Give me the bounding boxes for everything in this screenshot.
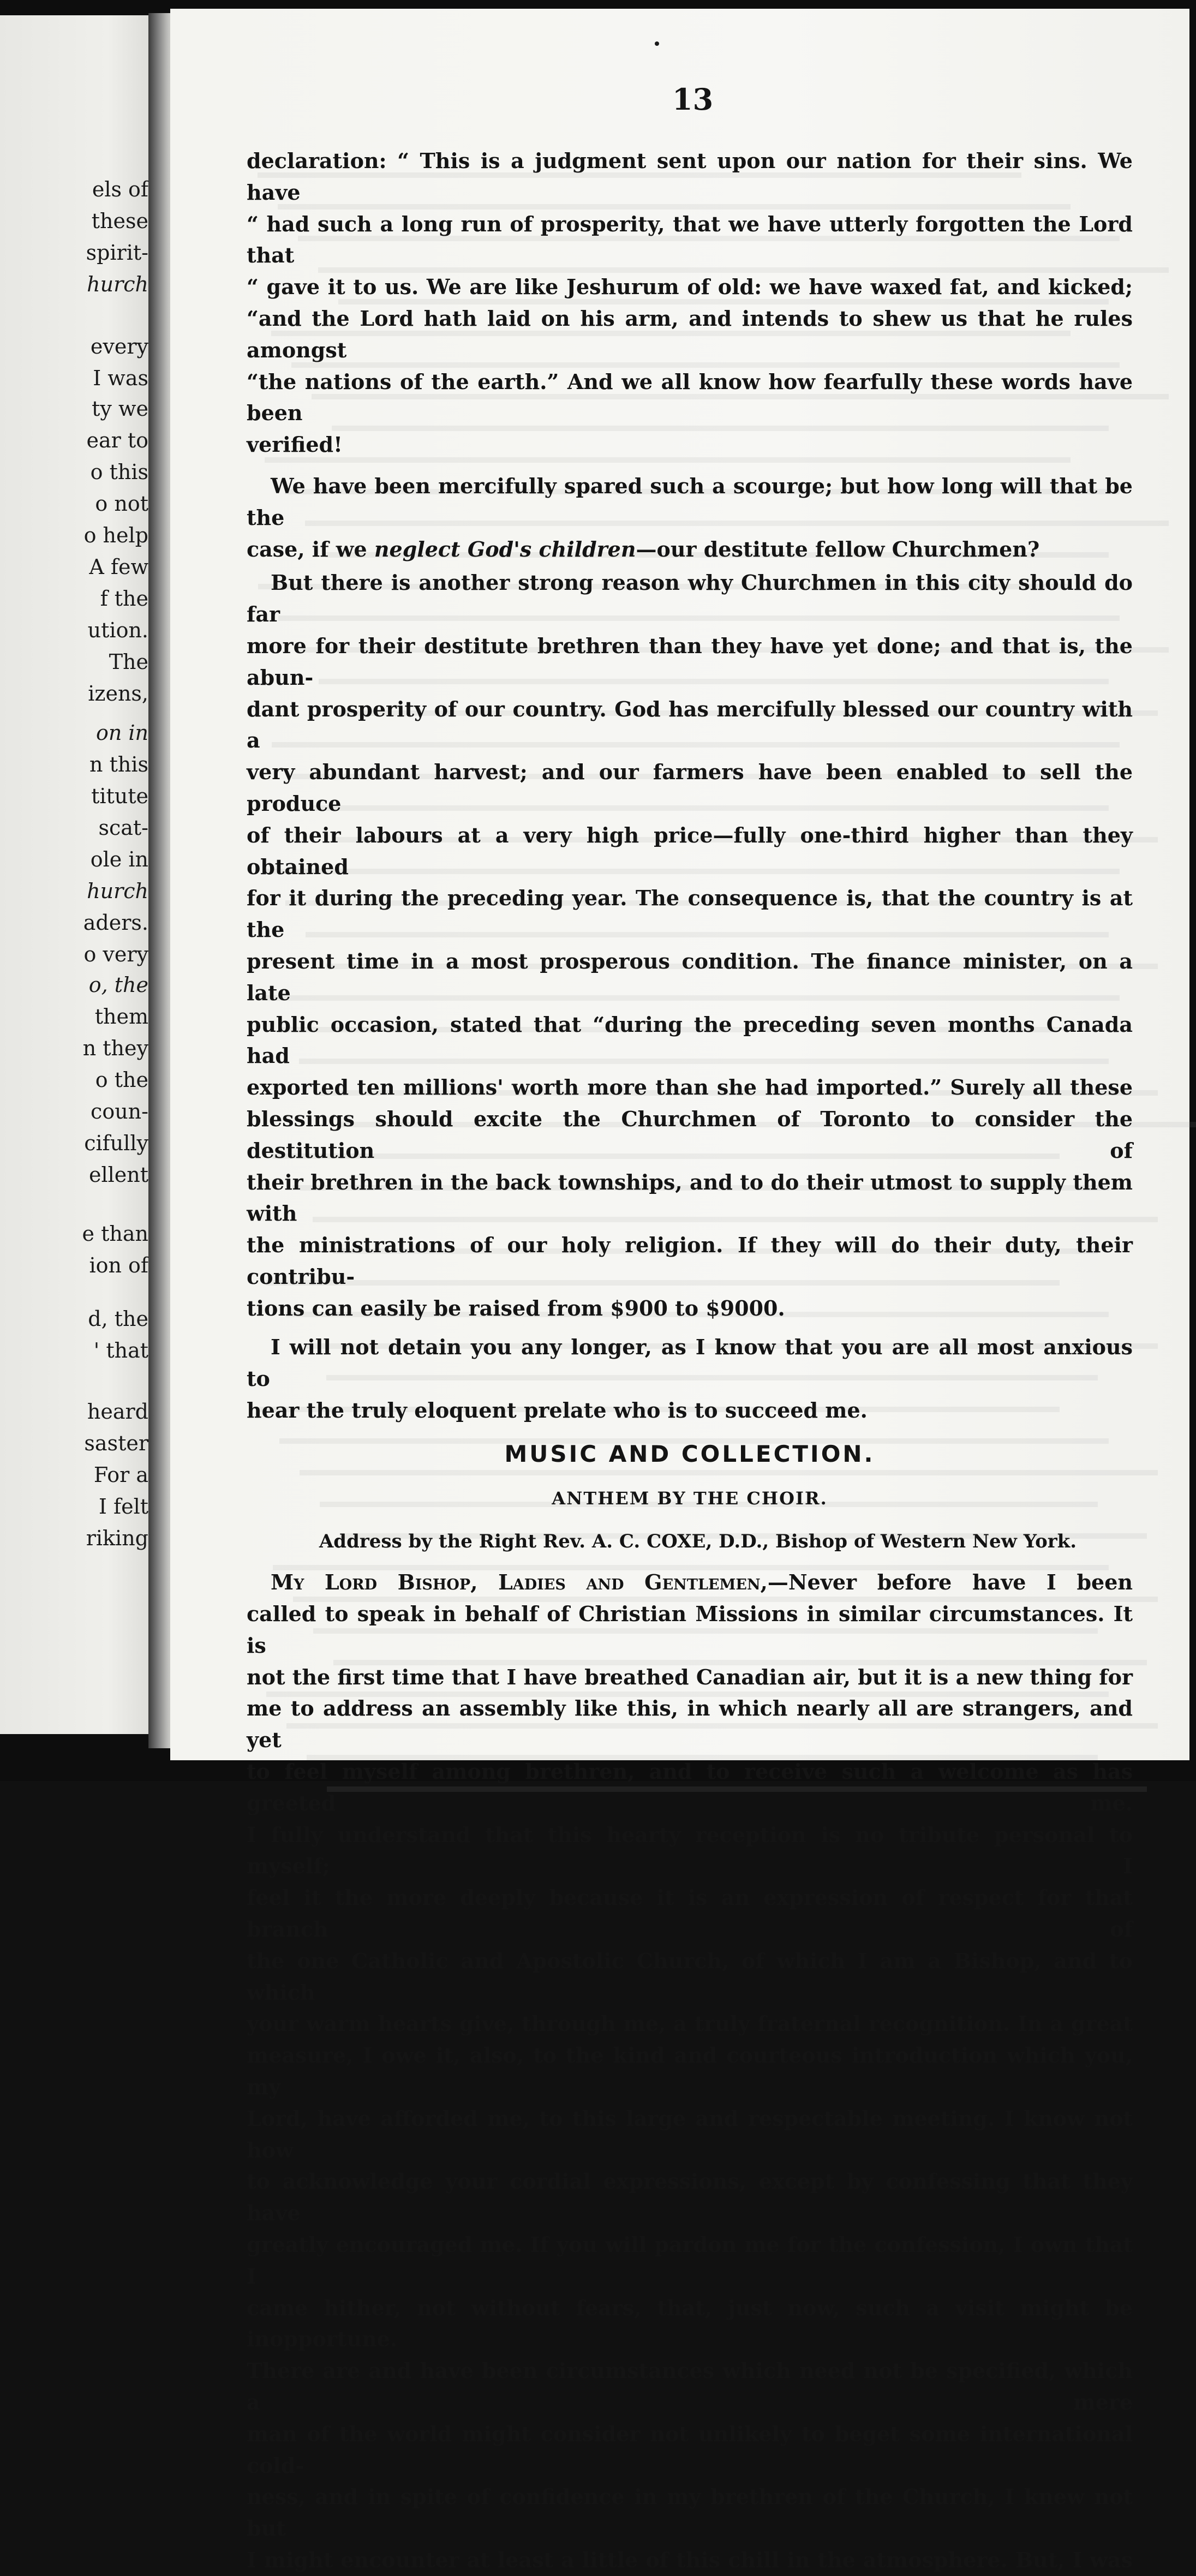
text-line: their brethren in the back townships, and to do their utmost to supply them with (247, 1169, 1133, 1226)
text-line: Lord, have afforded me, to this large and respectable meeting. I know not how (247, 2106, 1133, 2162)
left-page-fragment: every (90, 334, 148, 358)
left-page-fragment: them (94, 1005, 148, 1029)
paragraph-spared-line2: case, if we neglect God's children—our destitute fellow Churchmen? (247, 536, 1040, 561)
paragraph-prosperity (247, 567, 1133, 1324)
text-line: “ had such a long run of prosperity, that we have utterly forgotten the Lord that (247, 211, 1133, 268)
paragraph-closing (247, 1331, 1133, 1426)
text-line: dant prosperity of our country. God has mercifully blessed our country with a (247, 696, 1133, 753)
left-page-fragment: n they (82, 1036, 148, 1060)
left-page-fragment: o help (83, 523, 148, 547)
left-page-fragment: ution. (87, 618, 148, 642)
text-line: of their labours at a very high price—fully one-third higher than they obtained (247, 822, 1133, 879)
left-page-fragment: izens, (88, 682, 148, 706)
text-line: measure, I owe it, also, to the kind and courteous introduction which you, my (247, 2043, 1133, 2100)
text-line: verified! (247, 432, 343, 457)
left-page-fragment: d, the (88, 1307, 148, 1331)
paragraph-declaration (247, 145, 1133, 461)
text-line: to feel myself among brethren, and to receive such a welcome as has greeted me. (247, 1759, 1133, 1815)
left-page-fragment: scat- (98, 816, 148, 840)
left-page-fragment: ear to (86, 428, 148, 452)
text-line: hear the truly eloquent prelate who is to succeed me. (247, 1398, 868, 1423)
text-line: came hither, not without fears, that, just now, such a visit might be inopportune. (247, 2295, 1133, 2352)
text-line: “ gave it to us. We are like Jeshurum of old: we have waxed fat, and kicked; (247, 274, 1133, 300)
text-line: called to speak in behalf of Christian Missions in similar circumstances. It is (247, 1601, 1133, 1658)
left-page-fragment: heard (87, 1400, 148, 1424)
text-line: public occasion, stated that “during the preceding seven months Canada had (247, 1012, 1133, 1068)
text-line: me to address an assembly like this, in which nearly all are strangers, and yet (247, 1696, 1133, 1753)
address-opening-line: My Lord Bishop, Ladies and Gentlemen,—Never before have I been (271, 1570, 1133, 1595)
left-page-fragment: hurch (87, 272, 148, 296)
left-page-fragment: on in (95, 721, 148, 745)
left-page-edge (0, 15, 154, 1734)
left-page-fragment: o the (95, 1068, 148, 1092)
left-page-fragment: saster (84, 1431, 148, 1455)
left-page-fragment: ion of (89, 1253, 148, 1277)
left-page-fragment: ellent (88, 1163, 148, 1187)
left-page-fragment: ' that (93, 1338, 148, 1362)
text-line: ness, and in spite of confidence in my brethren of the Church, I knew not but (247, 2484, 1133, 2541)
text-line: declaration: “ This is a judgment sent upon our nation for their sins. We have (247, 148, 1133, 205)
left-page-fragment: riking (86, 1526, 148, 1550)
left-page-fragment: spirit- (86, 241, 148, 265)
text-line: man of the world might consider not unlikely to beget some international cold- (247, 2421, 1133, 2478)
text-line: But there is another strong reason why Churchmen in this city should do far (247, 570, 1133, 627)
paragraph-spared-line1: We have been mercifully spared such a scourge; but how long will that be the (247, 473, 1133, 530)
text-line: for it during the preceding year. The consequence is, that the country is at the (247, 886, 1133, 942)
text-line: blessings should excite the Churchmen of Toronto to consider the destitution of (247, 1106, 1133, 1163)
left-page-fragment: cifully (84, 1131, 148, 1155)
left-page-fragment: ole in (90, 847, 148, 871)
text-line: I might encounter at least a little of this chill in the atmosphere. But, I was (247, 2547, 1133, 2572)
anthem-subheading: ANTHEM BY THE CHOIR. (552, 1487, 828, 1509)
text-line: exported ten millions' worth more than she had imported.” Surely all these (247, 1075, 1133, 1100)
text-line: more for their destitute brethren than they have yet done; and that is, the abun- (247, 633, 1133, 690)
page-body (247, 145, 1133, 2576)
left-page-fragment: these (91, 209, 148, 233)
page-number: 13 (672, 82, 714, 117)
left-page-fragment: For a (93, 1463, 148, 1487)
address-body (247, 1598, 1133, 2576)
left-page-fragment: n this (89, 752, 148, 776)
text-line: the ministrations of our holy religion. If they will do their duty, their contribu- (247, 1233, 1133, 1289)
left-page-fragment: I felt (98, 1495, 148, 1519)
text-line: very abundant harvest; and our farmers have been enabled to sell the produce (247, 760, 1133, 816)
text-line: tions can easily be raised from $900 to $9000. (247, 1295, 785, 1320)
left-page-fragment: o, the (88, 973, 148, 997)
text-line: “the nations of the earth.” And we all know how fearfully these words have been (247, 369, 1133, 426)
ink-speck (655, 41, 659, 46)
text-line: I fully understand that this hearty reception is no tribute personal to myself; I (247, 1822, 1133, 1879)
left-page-fragment: o very (83, 942, 148, 966)
left-page-fragment: ty we (92, 397, 148, 421)
left-page-fragment: o not (95, 492, 148, 516)
left-page-fragment: titute (91, 784, 148, 808)
address-byline: Address by the Right Rev. A. C. COXE, D.D., Bishop of Western New York. (319, 1531, 1077, 1553)
text-line: There are and have been circumstances which need not be specified, which a mere (247, 2358, 1133, 2414)
left-page-fragment: coun- (91, 1099, 148, 1123)
left-page-fragment: hurch (87, 879, 148, 903)
right-page (170, 9, 1189, 2572)
text-line: present time in a most prosperous condition. The finance minister, on a late (247, 948, 1133, 1005)
left-page-fragment: f the (100, 587, 148, 611)
left-page-fragment: o this (90, 460, 148, 484)
left-page-fragment: The (109, 650, 148, 674)
text-line: I will not detain you any longer, as I know that you are all most anxious to (247, 1335, 1133, 1391)
text-line: to acknowledge your cordial expressions, except by confessing that they have (247, 2169, 1133, 2226)
left-page-fragment: e than (82, 1222, 148, 1246)
text-line: feel it the more deeply because it is an expression of respect for that branch of (247, 1885, 1133, 1942)
left-page-fragment: I was (93, 366, 148, 390)
text-line: greatly encouraged me. If you will pardon me for the confession, I own that I (247, 2232, 1133, 2288)
text-line: “and the Lord hath laid on his arm, and intends to shew us that he rules amongst (247, 306, 1133, 362)
text-line: not the first time that I have breathed Canadian air, but it is a new thing for (247, 1664, 1133, 1689)
left-page-fragment: aders. (83, 911, 148, 935)
left-page-fragment: A few (89, 555, 148, 579)
text-line: the one Catholic and Apostolic Church, of which I am a Bishop, and to which (247, 1948, 1133, 2005)
left-page-fragment: els of (92, 177, 148, 201)
section-heading: MUSIC AND COLLECTION. (504, 1440, 875, 1467)
text-line: your warm hearts give, through me, a truly fraternal recognition. In a great (247, 2011, 1133, 2036)
